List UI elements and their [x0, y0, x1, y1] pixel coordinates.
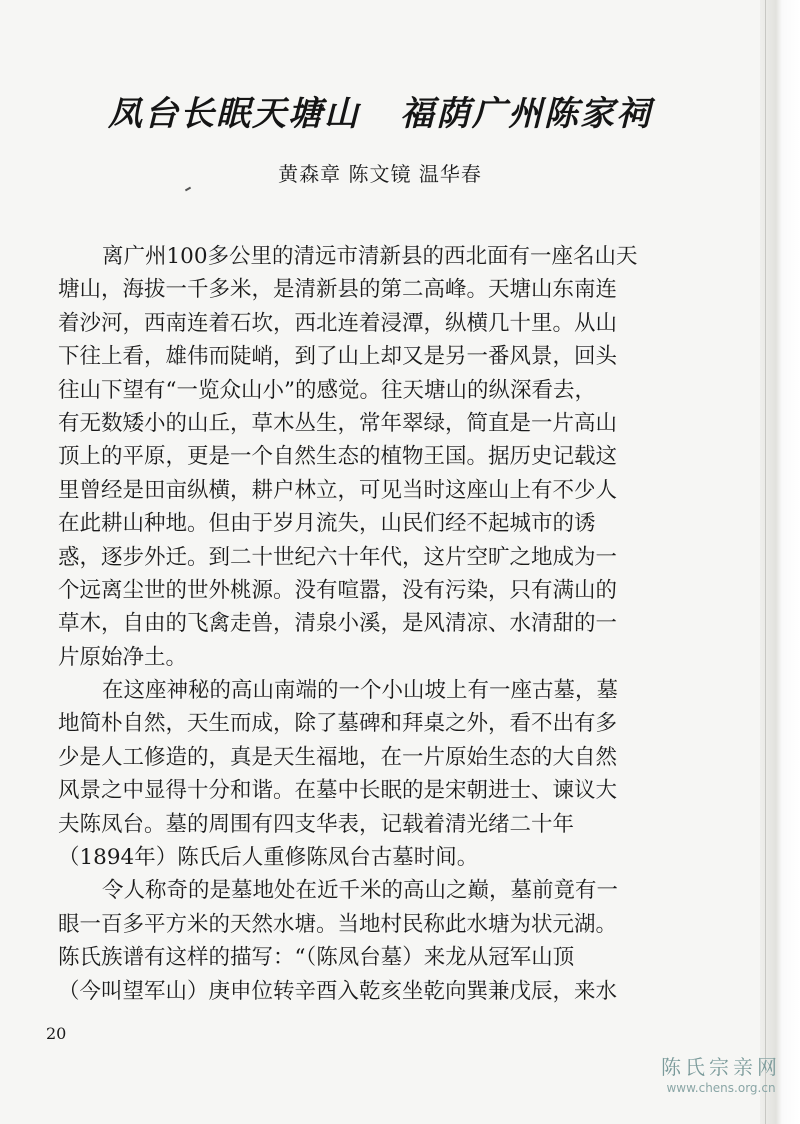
stray-scan-mark — [185, 187, 191, 192]
body-line: （1894年）陈氏后人重修陈凤台古墓时间。 — [58, 845, 479, 871]
scan-edge-line — [765, 0, 766, 1124]
body-line: 眼一百多平方米的天然水塘。当地村民称此水塘为状元湖。 — [58, 911, 618, 937]
body-line: 少是人工修造的，真是天生福地，在一片原始生态的大自然 — [58, 744, 618, 770]
body-line: 地简朴自然，天生而成，除了墓碑和拜桌之外，看不出有多 — [58, 711, 618, 737]
article-authors: 黄森章 陈文镜 温华春 — [278, 162, 482, 186]
body-line: 着沙河，西南连着石坎，西北连着浸潭，纵横几十里。从山 — [58, 310, 618, 336]
article-title — [0, 86, 760, 135]
body-line: 离广州100多公里的清远市清新县的西北面有一座名山天 — [102, 244, 638, 269]
body-line: 夫陈凤台。墓的周围有四支华表，记载着清光绪二十年 — [58, 811, 575, 837]
body-line: 令人称奇的是墓地处在近千米的高山之巅，墓前竟有一 — [102, 878, 619, 904]
title-part-2: 福荫广州陈家祠 — [400, 94, 652, 134]
scan-edge-shadow — [760, 0, 800, 1124]
body-line: 草木，自由的飞禽走兽，清泉小溪，是风清凉、水清甜的一 — [58, 611, 618, 637]
body-line: 片原始净土。 — [58, 644, 188, 670]
body-line: 个远离尘世的世外桃源。没有喧嚣，没有污染，只有满山的 — [58, 577, 618, 603]
watermark-name: 陈氏宗亲网 — [661, 1055, 781, 1079]
watermark-url: www.chens.org.cn — [666, 1081, 776, 1095]
body-line: 风景之中显得十分和谐。在墓中长眠的是宋朝进士、谏议大 — [58, 778, 618, 804]
body-line: 在此耕山种地。但由于岁月流失，山民们经不起城市的诱 — [58, 511, 596, 537]
article-body — [58, 240, 690, 1008]
body-line: 塘山，海拔一千多米，是清新县的第二高峰。天塘山东南连 — [58, 277, 618, 303]
body-line: 下往上看，雄伟而陡峭，到了山上却又是另一番风景，回头 — [58, 344, 618, 370]
site-watermark — [646, 1054, 796, 1114]
body-line: 有无数矮小的山丘，草木丛生，常年翠绿，简直是一片高山 — [58, 410, 618, 436]
body-line: 陈氏族谱有这样的描写：“（陈凤台墓）来龙从冠军山顶 — [58, 945, 575, 971]
body-line: 里曾经是田亩纵横，耕户林立，可见当时这座山上有不少人 — [58, 477, 618, 503]
body-line: 惑，逐步外迁。到二十世纪六十年代，这片空旷之地成为一 — [58, 544, 618, 570]
page-number: 20 — [46, 1024, 67, 1043]
body-line: （今叫望军山）庚申位转辛酉入乾亥坐乾向巽兼戊辰，来水 — [58, 978, 618, 1004]
body-line: 顶上的平原，更是一个自然生态的植物王国。据历史记载这 — [58, 444, 618, 470]
title-part-1: 凤台长眠天塘山 — [108, 94, 360, 134]
body-line: 在这座神秘的高山南端的一个小山坡上有一座古墓，墓 — [102, 678, 619, 704]
body-line: 往山下望有“一览众山小”的感觉。往天塘山的纵深看去， — [58, 377, 596, 403]
